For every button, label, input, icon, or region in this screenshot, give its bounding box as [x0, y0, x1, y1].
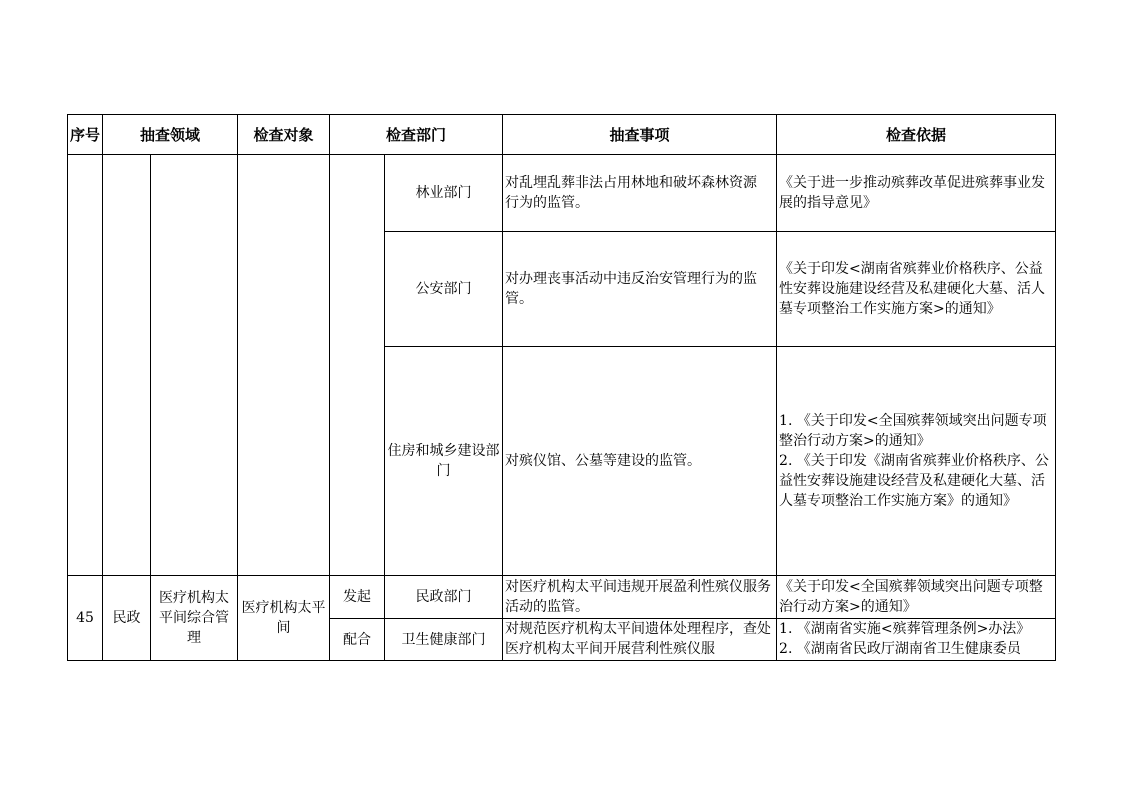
- dept-cell: 公安部门: [385, 232, 503, 347]
- header-basis: 检查依据: [777, 115, 1056, 155]
- header-field: 抽查领域: [103, 115, 238, 155]
- basis-cell: 1. 《关于印发<全国殡葬领域突出问题专项整治行动方案>的通知》 2. 《关于印发《湖南省殡葬业价格秩序、公益性安葬设施建设经营及私建硬化大墓、活人墓专项整治工作实施方案》的通知》: [777, 347, 1056, 576]
- basis-cell: [777, 619, 1056, 661]
- seq-cell: 45: [68, 576, 103, 661]
- basis-cell: 《关于进一步推动殡葬改革促进殡葬事业发展的指导意见》: [777, 155, 1056, 232]
- seq-cell-empty: [68, 155, 103, 576]
- basis-text-clipped: 1. 《湖南省实施<殡葬管理条例>办法》 2. 《湖南省民政厅湖南省卫生健康委员: [779, 621, 1031, 657]
- role-cell-empty: [330, 155, 385, 576]
- item-text-clipped: 对规范医疗机构太平间遗体处理程序，查处医疗机构太平间开展营利性殡仪服: [505, 621, 772, 657]
- dept-cell: 林业部门: [385, 155, 503, 232]
- item-cell: 对办理丧事活动中违反治安管理行为的监管。: [503, 232, 777, 347]
- dept-cell: 民政部门: [385, 576, 503, 619]
- item-cell: 对乱埋乱葬非法占用林地和破坏森林资源 行为的监管。: [503, 155, 777, 232]
- header-object: 检查对象: [238, 115, 330, 155]
- table-row: [68, 155, 1056, 232]
- item-cell: [503, 619, 777, 661]
- dept-cell: 卫生健康部门: [385, 619, 503, 661]
- dept-cell: 住房和城乡建设部门: [385, 347, 503, 576]
- role-cell: 配合: [330, 619, 385, 661]
- basis-cell: 《关于印发<全国殡葬领域突出问题专项整治行动方案>的通知》: [777, 576, 1056, 619]
- header-seq: 序号: [68, 115, 103, 155]
- table-row: [68, 576, 1056, 619]
- inspection-table: [67, 114, 1056, 661]
- field-main-cell-empty: [103, 155, 151, 576]
- header-row: [68, 115, 1056, 155]
- field-main-cell: 民政: [103, 576, 151, 661]
- field-sub-cell: 医疗机构太平间综合管理: [151, 576, 238, 661]
- role-cell: 发起: [330, 576, 385, 619]
- item-cell: 对殡仪馆、公墓等建设的监管。: [503, 347, 777, 576]
- item-cell: 对医疗机构太平间违规开展盈利性殡仪服务活动的监管。: [503, 576, 777, 619]
- header-item: 抽查事项: [503, 115, 777, 155]
- header-dept: 检查部门: [330, 115, 503, 155]
- object-cell-empty: [238, 155, 330, 576]
- field-sub-cell-empty: [151, 155, 238, 576]
- object-cell: 医疗机构太平间: [238, 576, 330, 661]
- basis-cell: 《关于印发<湖南省殡葬业价格秩序、公益性安葬设施建设经营及私建硬化大墓、活人墓专项整治工作实施方案>的通知》: [777, 232, 1056, 347]
